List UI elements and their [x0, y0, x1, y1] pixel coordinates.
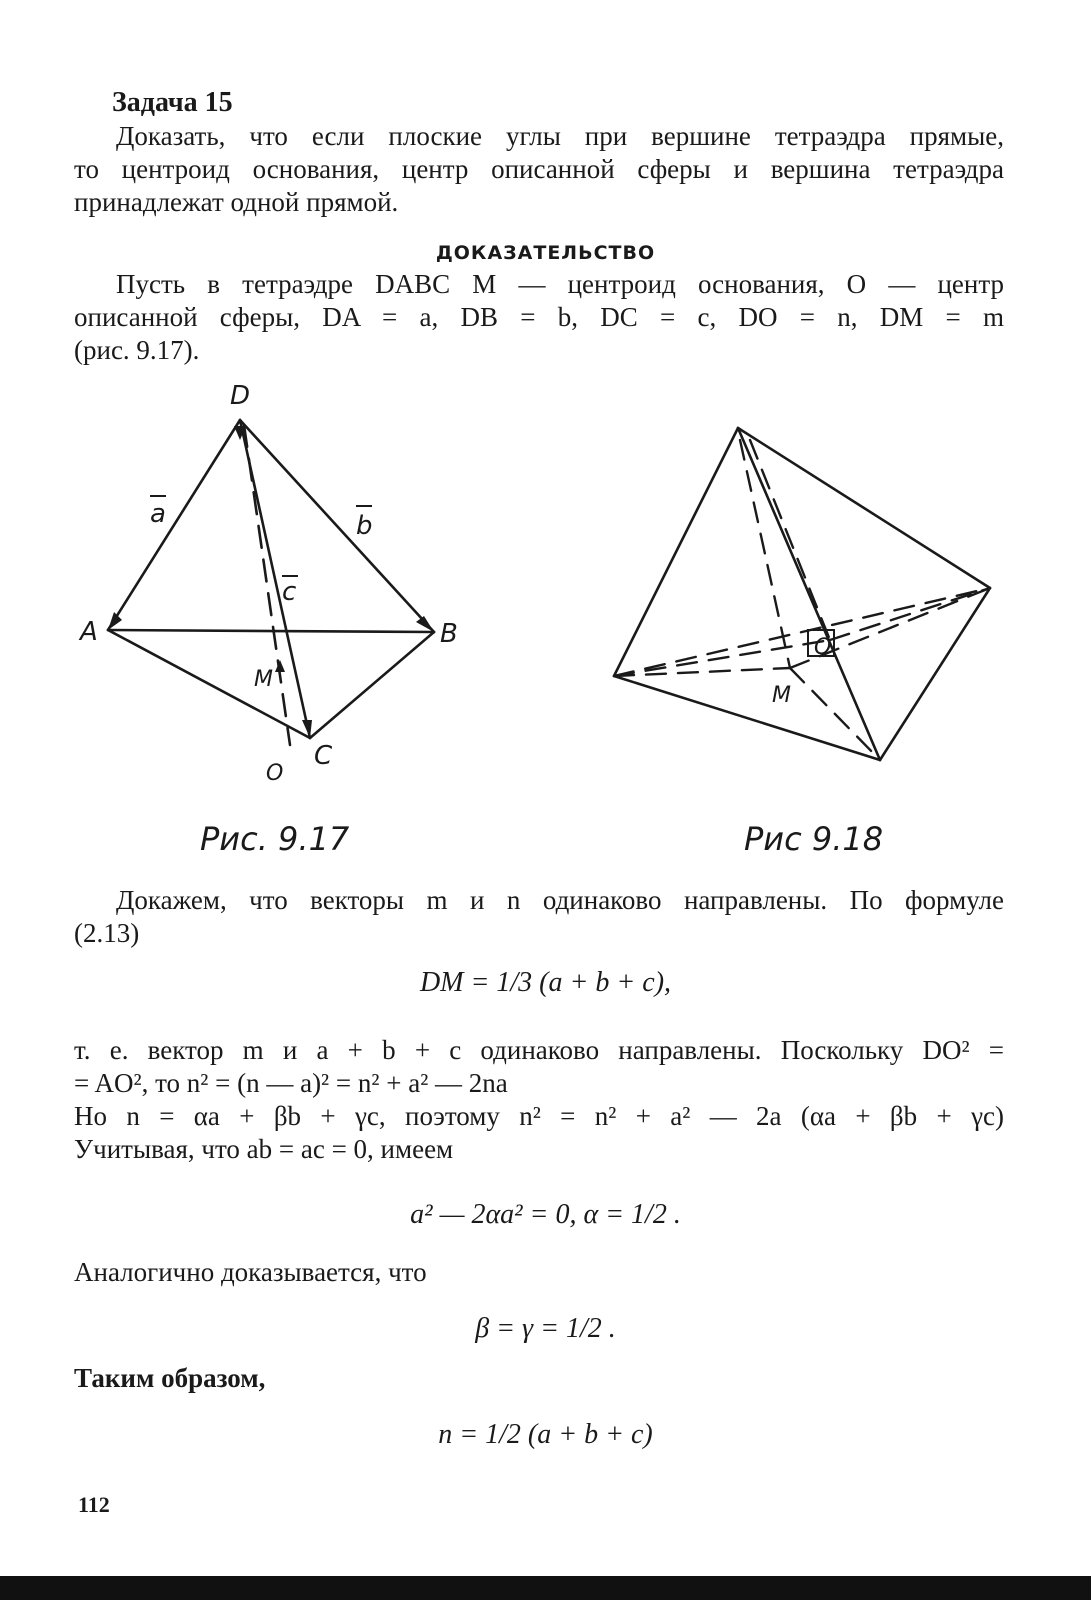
formula-alpha: a² — 2αa² = 0, α = 1/2 .	[410, 1199, 681, 1230]
vector-label-b: b	[356, 511, 373, 541]
edge-right-bottom	[880, 588, 990, 760]
label-c: C	[314, 741, 333, 771]
caption-9-17: Рис. 9.17	[200, 820, 350, 858]
body3-line: Аналогично доказывается, что	[74, 1257, 427, 1287]
hidden-line-ob	[830, 588, 990, 640]
proof-heading: ДОКАЗАТЕЛЬСТВО	[435, 242, 656, 264]
proof-body-1	[74, 884, 1004, 950]
intro-line-1: Пусть в тетраэдре DABC M — центроид основания, O — центр	[116, 269, 1004, 299]
formula-dm: DM = 1/3 (a + b + c),	[419, 967, 672, 998]
problem-title: Задача 15	[112, 87, 233, 118]
edge-top-left	[614, 428, 738, 676]
label-b: B	[440, 619, 458, 649]
label-o-2: O	[814, 635, 832, 660]
body1-line-1: Докажем, что векторы m и n одинаково направлены. По формуле	[116, 885, 1004, 915]
proof-body-3	[74, 1256, 1004, 1289]
hidden-line-am	[614, 668, 790, 676]
intro-line-2: описанной сферы, DA = a, DB = b, DC = c, DO = n, DM = m	[74, 302, 1004, 332]
formula-n: n = 1/2 (a + b + c)	[438, 1419, 653, 1450]
page-number: 112	[78, 1492, 110, 1517]
body2-line-4: Учитывая, что ab = ac = 0, имеем	[74, 1134, 454, 1164]
scan-bottom-border	[0, 1576, 1091, 1600]
body2-line-3: Но n = αa + βb + γc, поэтому n² = n² + a² — 2a (αa + βb + γc)	[74, 1101, 1004, 1131]
body2-line-1: т. е. вектор m и a + b + c одинаково направлены. Поскольку DO² =	[74, 1035, 1004, 1065]
body1-line-2: (2.13)	[74, 918, 140, 948]
edge-top-right	[738, 428, 990, 588]
vector-label-c: c	[282, 577, 297, 607]
body4-line: Таким образом,	[74, 1363, 266, 1393]
label-a: A	[80, 617, 98, 647]
proof-body-4	[74, 1362, 1004, 1395]
statement-line-2: то центроид основания, центр описанной сферы и вершина тетраэдра	[74, 154, 1004, 184]
caption-9-18: Рис 9.18	[744, 820, 884, 858]
vector-label-a: a	[150, 499, 166, 529]
label-m-2: M	[772, 683, 791, 708]
statement-line-1: Доказать, что если плоские углы при вершине тетраэдра прямые,	[116, 121, 1004, 151]
label-d: D	[230, 381, 251, 411]
body2-line-2: = AO², то n² = (n — a)² = n² + a² — 2na	[74, 1068, 508, 1098]
statement-line-3: принадлежат одной прямой.	[74, 187, 399, 217]
formula-beta-gamma: β = γ = 1/2 .	[475, 1313, 616, 1344]
edge-top-bottom	[738, 428, 880, 760]
label-o: O	[266, 761, 284, 786]
label-m: M	[254, 667, 273, 692]
hidden-line-dm	[740, 440, 790, 668]
proof-body-2	[74, 1034, 1004, 1166]
intro-line-3: (рис. 9.17).	[74, 335, 200, 365]
